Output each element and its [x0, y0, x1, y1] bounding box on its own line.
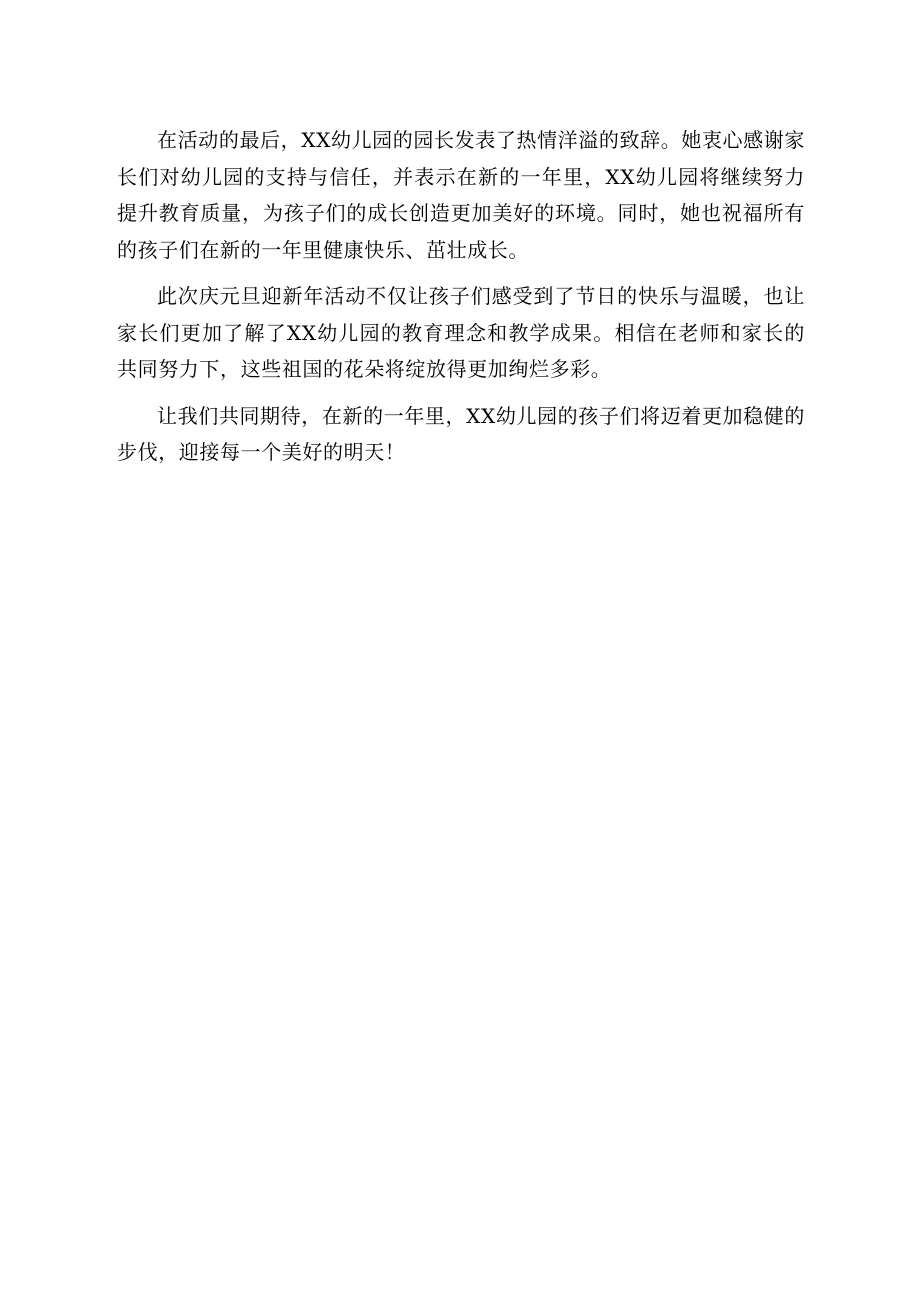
document-body [117, 122, 805, 481]
paragraph-activity-summary: 此次庆元旦迎新年活动不仅让孩子们感受到了节日的快乐与温暖，也让家长们更加了解了XX幼儿园的教育理念和教学成果。相信在老师和家长的共同努力下，这些祖国的花朵将绽放得更加绚烂多彩。 [117, 284, 805, 381]
paragraph-new-year-wish: 让我们共同期待，在新的一年里，XX幼儿园的孩子们将迈着更加稳健的步伐，迎接每一个美好的明天！ [117, 403, 805, 464]
paragraph-closing-speech: 在活动的最后，XX幼儿园的园长发表了热情洋溢的致辞。她衷心感谢家长们对幼儿园的支持与信任，并表示在新的一年里，XX幼儿园将继续努力提升教育质量，为孩子们的成长创造更加美好的环境。同时，她也祝福所有的孩子们在新的一年里健康快乐、茁壮成长。 [117, 128, 805, 262]
